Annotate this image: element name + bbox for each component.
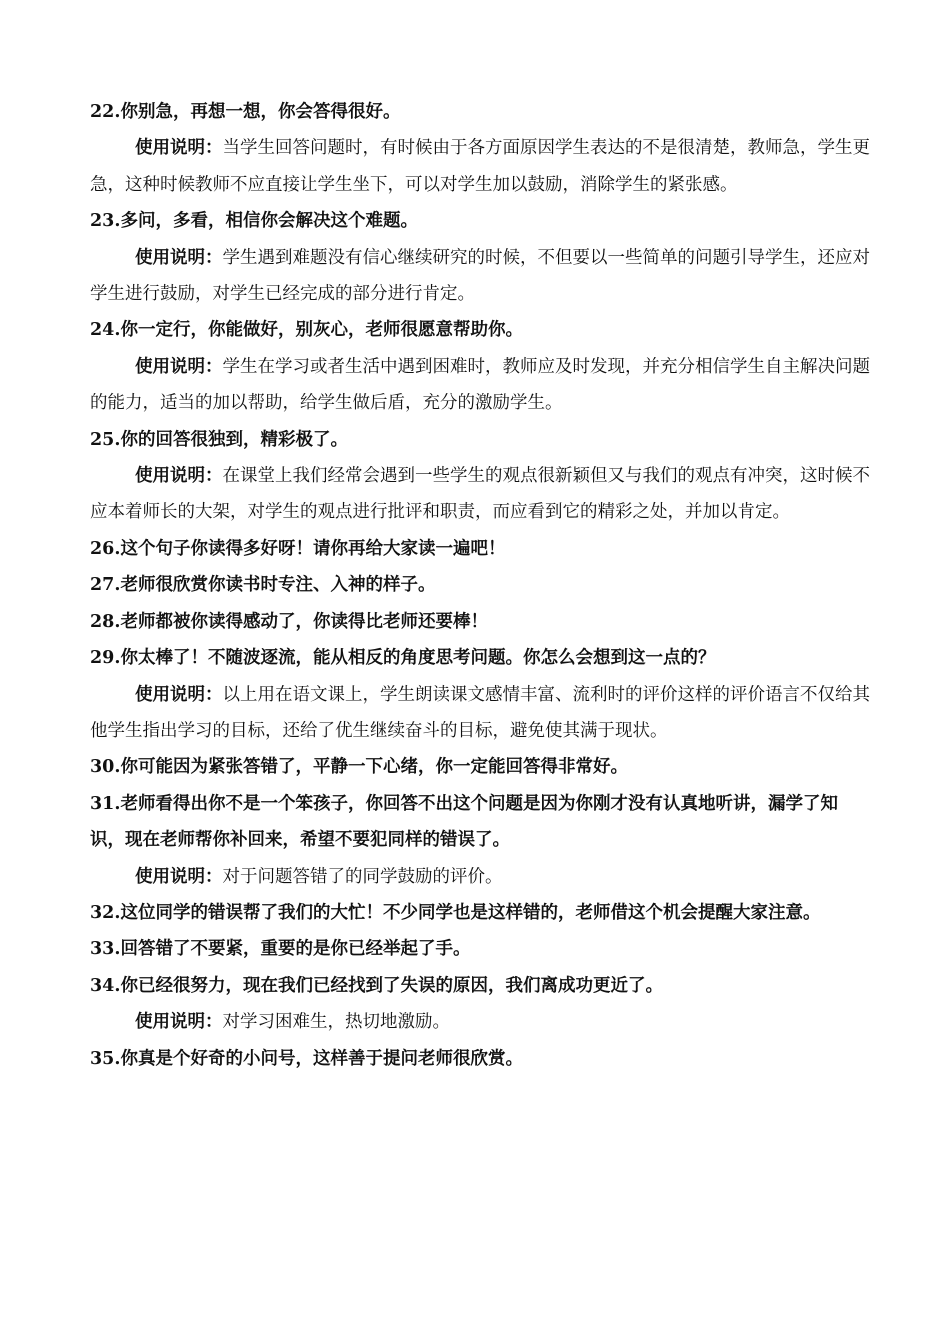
usage-note-label: 使用说明：	[135, 866, 223, 887]
usage-note-text: 以上用在语文课上，学生朗读课文感情丰富、流利时的评价这样的评价语言不仅给其他学生指出学习的目标，还给了优生继续奋斗的目标，避免使其满于现状。	[90, 684, 870, 741]
item-29-heading: 29.你太棒了！不随波逐流，能从相反的角度思考问题。你怎么会想到这一点的？	[90, 648, 716, 669]
item-33-heading: 33.回答错了不要紧，重要的是你已经举起了手。	[90, 939, 471, 960]
usage-note-label: 使用说明：	[135, 1012, 223, 1033]
usage-note-label: 使用说明：	[135, 138, 223, 159]
item-30-heading: 30.你可能因为紧张答错了，平静一下心绪，你一定能回答得非常好。	[90, 757, 628, 778]
item-27-heading: 27.老师很欣赏你读书时专注、入神的样子。	[90, 575, 436, 596]
usage-note-text: 对学习困难生，热切地激励。	[222, 1012, 450, 1033]
item-32-heading: 32.这位同学的错误帮了我们的大忙！不少同学也是这样错的，老师借这个机会提醒大家注意。	[90, 902, 821, 923]
item-31-heading: 31.老师看得出你不是一个笨孩子，你回答不出这个问题是因为你刚才没有认真地听讲，漏学了知识，现在老师帮你补回来，希望不要犯同样的错误了。	[90, 793, 838, 851]
document-page	[90, 94, 870, 1077]
item-22-note	[90, 130, 870, 203]
item-28-heading: 28.老师都被你读得感动了，你读得比老师还要棒！	[90, 611, 488, 632]
item-34-heading: 34.你已经很努力，现在我们已经找到了失误的原因，我们离成功更近了。	[90, 975, 663, 996]
item-23-note	[90, 240, 870, 313]
usage-note-text: 当学生回答问题时，有时候由于各方面原因学生表达的不是很清楚，教师急，学生更急，这种时候教师不应直接让学生坐下，可以对学生加以鼓励，消除学生的紧张感。	[90, 138, 870, 195]
item-23-heading: 23.多问，多看，相信你会解决这个难题。	[90, 211, 418, 232]
usage-note-text: 对于问题答错了的同学鼓励的评价。	[222, 866, 503, 887]
usage-note-text: 在课堂上我们经常会遇到一些学生的观点很新颖但又与我们的观点有冲突，这时候不应本着师长的大架，对学生的观点进行批评和职责，而应看到它的精彩之处，并加以肯定。	[90, 466, 870, 523]
item-26-heading: 26.这个句子你读得多好呀！请你再给大家读一遍吧！	[90, 538, 506, 559]
item-22-heading: 22.你别急，再想一想，你会答得很好。	[90, 102, 401, 122]
item-24-note	[90, 349, 870, 422]
item-29-note	[90, 677, 870, 750]
usage-note-label: 使用说明：	[135, 684, 223, 705]
item-31-note	[90, 859, 870, 895]
usage-note-label: 使用说明：	[135, 466, 223, 487]
usage-note-label: 使用说明：	[135, 356, 223, 377]
item-34-note	[90, 1004, 870, 1040]
item-25-heading: 25.你的回答很独到，精彩极了。	[90, 429, 348, 450]
usage-note-text: 学生在学习或者生活中遇到困难时，教师应及时发现，并充分相信学生自主解决问题的能力，适当的加以帮助，给学生做后盾，充分的激励学生。	[90, 356, 870, 414]
item-25-note	[90, 458, 870, 531]
item-35-heading: 35.你真是个好奇的小问号，这样善于提问老师很欣赏。	[90, 1048, 523, 1069]
usage-note-label: 使用说明：	[135, 247, 223, 268]
item-24-heading: 24.你一定行，你能做好，别灰心，老师很愿意帮助你。	[90, 320, 523, 341]
usage-note-text: 学生遇到难题没有信心继续研究的时候，不但要以一些简单的问题引导学生，还应对学生进行鼓励，对学生已经完成的部分进行肯定。	[90, 247, 870, 305]
